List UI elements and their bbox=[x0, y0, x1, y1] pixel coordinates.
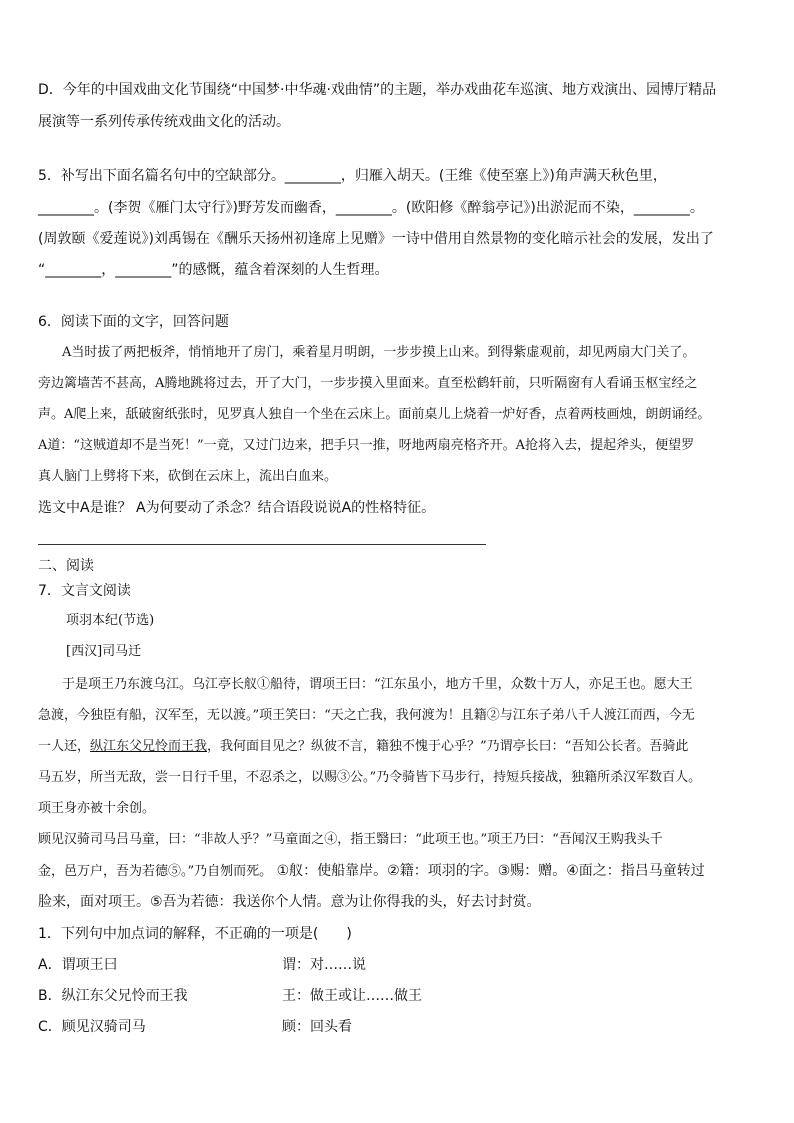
option-b bbox=[38, 986, 422, 1006]
q5-line3: (周敦颐《爱莲说》)刘禹锡在《酬乐天扬州初逢席上见赠》一诗中借用自然景物的变化暗示社会的发展，发出了 bbox=[38, 231, 714, 247]
underlined-sentence: 纵江东父兄怜而王我 bbox=[90, 739, 208, 754]
annotation-notes: 脸来，面对项王。⑤吾为若德：我送你个人情。意为让你得我的头，好去讨封赏。 bbox=[38, 894, 541, 910]
q4-option-d-line1: D．今年的中国戏曲文化节围绕“中国梦·中华魂·戏曲情”的主题，举办戏曲花车巡演、地方戏演出、园博厅精品 bbox=[38, 82, 717, 98]
option-label: B．纵江东父兄怜而王我 bbox=[38, 988, 188, 1004]
q6-passage-line: 旁边篱墙苦不甚高，A腾地跳将过去，开了大门，一步步摸入里面来。直至松鹤轩前，只听隔窗有人看诵玉枢宝经之 bbox=[38, 376, 698, 391]
q6-passage-line: 真人脑门上劈将下来，砍倒在云床上，流出白血来。 bbox=[38, 469, 338, 484]
text-segment: ，我何面目见之？纵彼不言，籍独不愧于心乎？”乃谓亭长曰：“吾知公长者。吾骑此 bbox=[207, 739, 689, 754]
option-c bbox=[38, 1017, 352, 1037]
option-label: C．顾见汉骑司马 bbox=[38, 1019, 146, 1035]
text-line: 急渡，今独臣有船，汉军至，无以渡。”项王笑曰：“天之亡我，我何渡为！且籍②与江东子弟八千人渡江而西，今无 bbox=[38, 708, 695, 723]
text-line: 马五岁，所当无敌，尝一日行千里，不忍杀之，以赐③公。”乃令骑皆下马步行，持短兵接战，独籍所杀汉军数百人。 bbox=[38, 770, 702, 785]
annotation-notes: ①舣：使船靠岸。②籍：项羽的字。③赐：赠。④面之：指吕马童转过 bbox=[276, 863, 705, 879]
q6-passage-line: A当时拔了两把板斧，悄悄地开了房门，乘着星月明朗，一步步摸上山来。到得紫虚观前，却见两扇大门关了。 bbox=[62, 345, 696, 360]
option-gloss: 谓：对……说 bbox=[282, 957, 366, 973]
q5-line2: ________。(李贺《雁门太守行》)野芳发而幽香，________。(欧阳修《醉翁亭记》)出淤泥而不染，________。 bbox=[38, 200, 704, 216]
q4-option-d-line2: 展演等一系列传承传统戏曲文化的活动。 bbox=[38, 114, 290, 130]
section-title: 二、阅读 bbox=[38, 558, 94, 574]
text-author: [西汉]司马迁 bbox=[66, 644, 142, 659]
text-title: 项羽本纪(节选) bbox=[66, 613, 155, 628]
text-line: 项王身亦被十余创。 bbox=[38, 801, 156, 816]
q6-passage-line: A道：“这贼道却不是当死！”一竟，又过门边来，把手只一推，呀地两扇亮格齐开。A抢将入去，提起斧头，便望罗 bbox=[38, 438, 695, 453]
option-label: A．谓项王曰 bbox=[38, 957, 118, 973]
text-line bbox=[38, 737, 688, 757]
q7-title: 7．文言文阅读 bbox=[38, 583, 131, 599]
option-a bbox=[38, 955, 366, 975]
answer-line bbox=[38, 544, 486, 545]
text-line bbox=[38, 861, 705, 882]
option-gloss: 顾：回头看 bbox=[282, 1019, 352, 1035]
text-line: 于是项王乃东渡乌江。乌江亭长舣①船待，谓项王曰：“江东虽小，地方千里，众数十万人，亦足王也。愿大王 bbox=[62, 677, 693, 692]
sub-question-1: 1．下列句中加点词的解释，不正确的一项是( ) bbox=[38, 926, 352, 942]
q5-line4: “________，________”的感慨，蕴含着深刻的人生哲理。 bbox=[38, 262, 389, 278]
text-segment: 一人还， bbox=[38, 739, 91, 754]
text-line: 顾见汉骑司马吕马童，曰：“非故人乎？”马童面之④，指王翳曰：“此项王也。”项王乃曰：“吾闻汉王购我头千 bbox=[38, 832, 663, 847]
q6-title: 6．阅读下面的文字，回答问题 bbox=[38, 314, 229, 330]
option-gloss: 王：做王或让……做王 bbox=[282, 988, 422, 1004]
q6-question: 选文中A是谁？ A为何要动了杀念？结合语段说说A的性格特征。 bbox=[38, 500, 436, 516]
q5-line1: 5．补写出下面名篇名句中的空缺部分。________，归雁入胡天。(王维《使至塞上》)角声满天秋色里， bbox=[38, 168, 667, 184]
q6-passage-line: 声。A爬上来，舐破窗纸张时，见罗真人独自一个坐在云床上。面前桌儿上烧着一炉好香，点着两枝画烛，朗朗诵经。 bbox=[38, 407, 711, 422]
text-segment: 金，邑万户，吾为若德⑤。”乃自刎而死。 bbox=[38, 864, 273, 879]
